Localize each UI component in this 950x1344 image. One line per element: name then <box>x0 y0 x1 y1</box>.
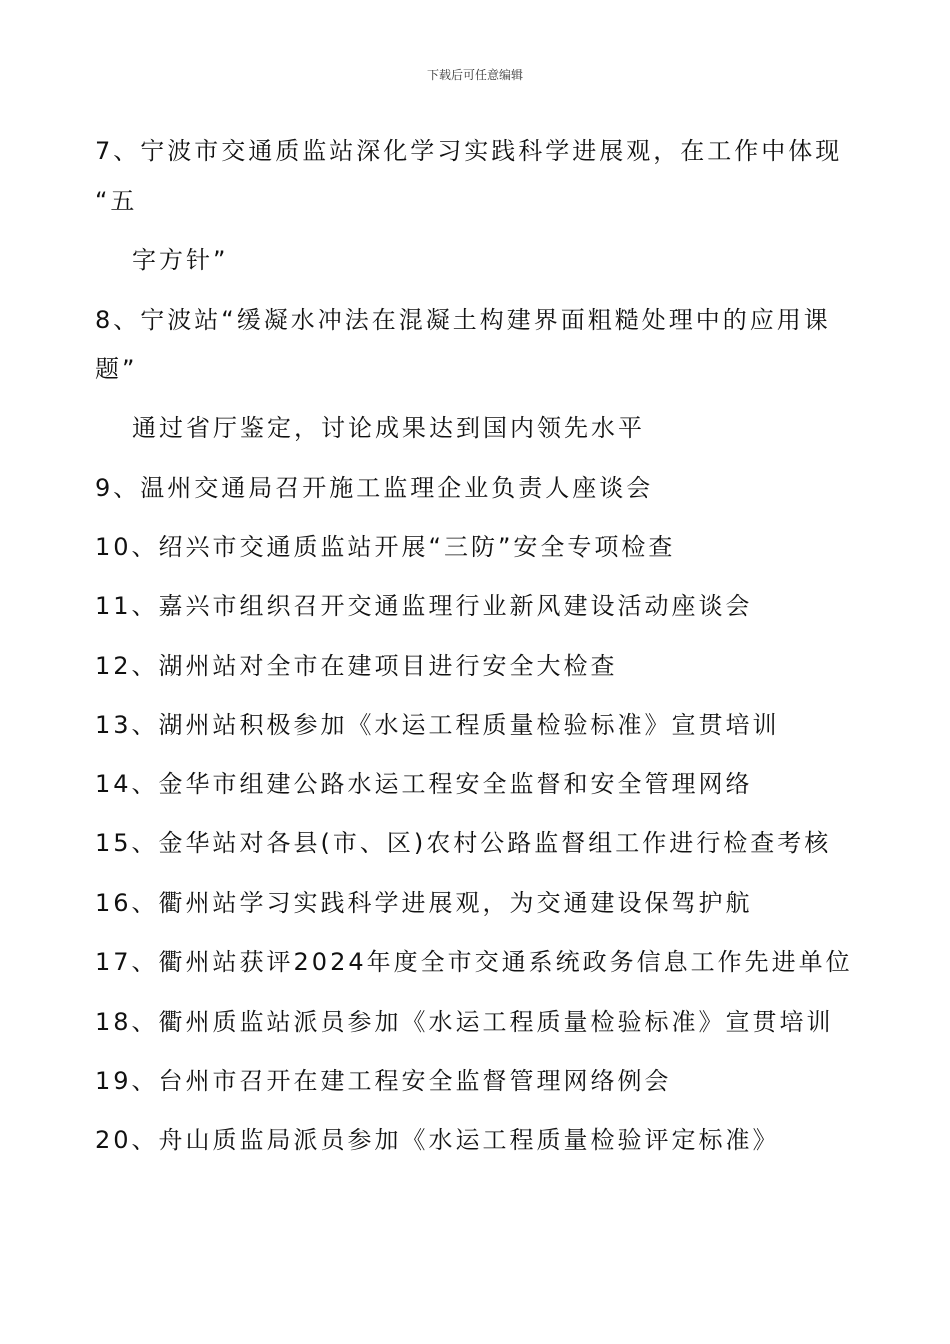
list-item-15: 15、金华站对各县(市、区)农村公路监督组工作进行检查考核 <box>95 829 832 857</box>
list-item-8: 8、宁波站“缓凝水冲法在混凝土构建界面粗糙处理中的应用课 <box>95 306 831 334</box>
list-item-20: 20、舟山质监局派员参加《水运工程质量检验评定标准》 <box>95 1126 780 1154</box>
list-item-16: 16、衢州站学习实践科学进展观，为交通建设保驾护航 <box>95 889 753 917</box>
list-item-11: 11、嘉兴市组织召开交通监理行业新风建设活动座谈会 <box>95 592 753 620</box>
list-item-19: 19、台州市召开在建工程安全监督管理网络例会 <box>95 1067 672 1095</box>
list-item-13: 13、湖州站积极参加《水运工程质量检验标准》宣贯培训 <box>95 711 780 739</box>
list-item-12: 12、湖州站对全市在建项目进行安全大检查 <box>95 652 618 680</box>
list-item-8-tail: 通过省厅鉴定，讨论成果达到国内领先水平 <box>132 414 645 442</box>
list-item-18: 18、衢州质监站派员参加《水运工程质量检验标准》宣贯培训 <box>95 1008 834 1036</box>
list-item-7-tail: 字方针” <box>132 246 229 274</box>
list-item-17: 17、衢州站获评2024年度全市交通系统政务信息工作先进单位 <box>95 948 853 976</box>
list-item-7-continuation: “五 <box>95 187 138 215</box>
list-item-10: 10、绍兴市交通质监站开展“三防”安全专项检查 <box>95 533 676 561</box>
list-item-14: 14、金华市组建公路水运工程安全监督和安全管理网络 <box>95 770 753 798</box>
list-item-8-continuation: 题” <box>95 355 138 383</box>
header-note: 下载后可任意编辑 <box>426 68 523 82</box>
list-item-9: 9、温州交通局召开施工监理企业负责人座谈会 <box>95 474 654 502</box>
list-item-7: 7、宁波市交通质监站深化学习实践科学进展观，在工作中体现 <box>95 137 843 165</box>
